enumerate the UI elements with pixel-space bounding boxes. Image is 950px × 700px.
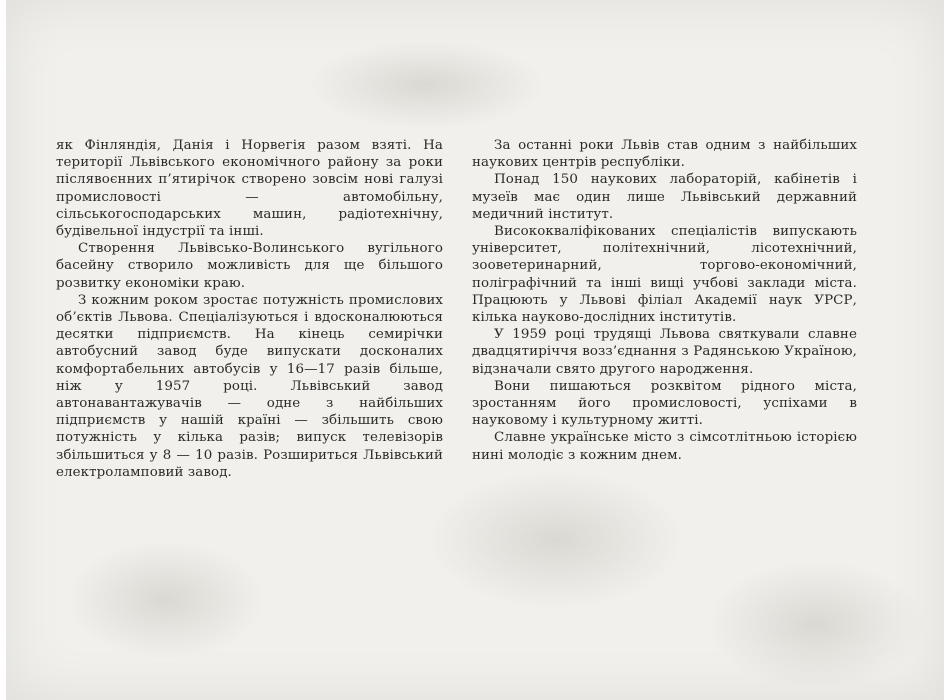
paper-stain — [66, 540, 266, 660]
paper-stain — [706, 560, 926, 690]
paper-stain — [306, 40, 546, 130]
paragraph: Висококваліфікованих спеціалістів випускають університет, політехнічний, лісотехнічний, зооветеринарний, торгово-економічний, поліграфічний та інші вищі учбові заклади міста. Працюють у Львові філіал Академії наук УРСР, кілька науково-дослідних інститутів. — [472, 224, 857, 326]
paragraph: як Фінляндія, Данія і Норвегія разом взяті. На території Львівського економічного району за роки післявоєнних п’ятирічок створено зовсім нові галузі промисловості — автомобільну, сільськогосподарських машин, радіотехнічну, будівельної індустрії та інші. — [56, 138, 443, 240]
paragraph: Створення Львівсько-Волинського вугільного басейну створило можливість для ще більшого розвитку економіки краю. — [56, 241, 443, 291]
paragraph: За останні роки Львів став одним з найбільших наукових центрів республіки. — [472, 138, 857, 171]
left-text-column — [56, 137, 443, 481]
paragraph: Понад 150 наукових лабораторій, кабінетів і музеїв має один лише Львівський державний медичний інститут. — [472, 172, 857, 222]
paragraph: Вони пишаються розквітом рідного міста, зростанням його промисловості, успіхами в науковому і культурному житті. — [472, 378, 857, 429]
right-text-column — [472, 137, 857, 464]
paragraph: Славне українське місто з сімсотлітньою історією нині молодіє з кожним днем. — [472, 430, 857, 463]
paragraph: У 1959 році трудящі Львова святкували славне двадцятиріччя возз’єднання з Радянською Україною, відзначали свято другого народження. — [472, 327, 857, 377]
paper-stain — [426, 470, 686, 610]
page-sheet — [6, 0, 944, 700]
paragraph: З кожним роком зростає потужність промислових об’єктів Львова. Спеціалізуються і вдосконалюються десятки підприємств. На кінець семирічки автобусний завод буде випускати досконалих комфортабельних автобусів у 16—17 разів більше, ніж у 1957 році. Львівський завод автонавантажувачів — одне з найбільших підприємств у нашій країні — збільшить свою потужність у кілька разів; випуск телевізорів збільшиться у 8 — 10 разів. Розшириться Львівський електроламповий завод. — [56, 292, 443, 480]
